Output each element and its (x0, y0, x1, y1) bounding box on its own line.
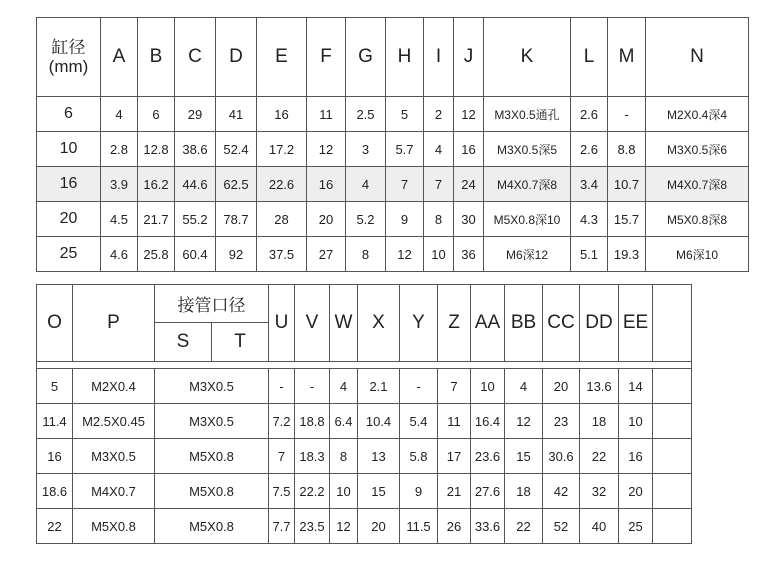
table-cell: 10.4 (358, 404, 400, 439)
table-cell: 5.1 (571, 237, 608, 272)
table-row (37, 509, 692, 544)
table-cell-blank (653, 474, 692, 509)
column-header: U (269, 285, 295, 362)
column-header: V (295, 285, 330, 362)
table-cell: 6.4 (330, 404, 358, 439)
table-cell: 17 (438, 439, 471, 474)
table-cell: 78.7 (216, 202, 257, 237)
table-cell: 15 (358, 474, 400, 509)
table-cell-blank (653, 509, 692, 544)
column-header-o: O (37, 285, 73, 362)
table-cell: 18.8 (295, 404, 330, 439)
table-cell: 4.6 (101, 237, 138, 272)
table-row (37, 369, 692, 404)
table-cell: 30.6 (543, 439, 580, 474)
table-cell: 5 (386, 97, 424, 132)
table-cell: 11.4 (37, 404, 73, 439)
port-size-header: 接管口径 (155, 285, 269, 323)
table-cell: 2.5 (346, 97, 386, 132)
table-cell: 21 (438, 474, 471, 509)
table-cell: 33.6 (471, 509, 505, 544)
table-cell: 7.7 (269, 509, 295, 544)
table-cell: M3X0.5深5 (484, 132, 571, 167)
table-cell: 2.8 (101, 132, 138, 167)
spacer-cell (37, 362, 692, 369)
table-cell: 5.4 (400, 404, 438, 439)
table-cell: M3X0.5深6 (646, 132, 749, 167)
table-cell: 22.6 (257, 167, 307, 202)
column-header: BB (505, 285, 543, 362)
table-cell: M5X0.8 (155, 474, 269, 509)
table-cell: 14 (619, 369, 653, 404)
table-cell: - (608, 97, 646, 132)
table-cell: 10 (424, 237, 454, 272)
table-cell: M6深10 (646, 237, 749, 272)
column-header-t: T (212, 323, 269, 362)
table-cell: 55.2 (175, 202, 216, 237)
column-header: Z (438, 285, 471, 362)
table-cell: 16 (257, 97, 307, 132)
table-cell: 16 (307, 167, 346, 202)
table-cell: 17.2 (257, 132, 307, 167)
table-cell: 18.3 (295, 439, 330, 474)
column-header: CC (543, 285, 580, 362)
table-cell: - (295, 369, 330, 404)
column-header: EE (619, 285, 653, 362)
table-cell: 22.2 (295, 474, 330, 509)
table-cell: 16.2 (138, 167, 175, 202)
column-header: DD (580, 285, 619, 362)
table-cell: M2X0.4深4 (646, 97, 749, 132)
table-cell: M5X0.8 (155, 439, 269, 474)
table-row (37, 132, 749, 167)
column-header: E (257, 18, 307, 97)
table-cell: 7.2 (269, 404, 295, 439)
table-cell: M5X0.8 (73, 509, 155, 544)
table-header-row (37, 18, 749, 97)
table-cell: 20 (307, 202, 346, 237)
table-cell: 22 (580, 439, 619, 474)
table-cell: - (269, 369, 295, 404)
table-cell: 7 (269, 439, 295, 474)
table-cell: M2X0.4 (73, 369, 155, 404)
table-cell: 22 (37, 509, 73, 544)
column-header: B (138, 18, 175, 97)
table-cell: 16 (454, 132, 484, 167)
table-cell: 7.5 (269, 474, 295, 509)
table-cell: 20 (358, 509, 400, 544)
table-cell: 30 (454, 202, 484, 237)
table-cell: 15.7 (608, 202, 646, 237)
table-cell: 27 (307, 237, 346, 272)
table-cell: M4X0.7 (73, 474, 155, 509)
table-row (37, 237, 749, 272)
table-cell: 23.6 (471, 439, 505, 474)
table-cell: - (400, 369, 438, 404)
table-row (37, 167, 749, 202)
table-cell-blank (653, 439, 692, 474)
bore-cell: 16 (37, 167, 101, 202)
table-cell: 23.5 (295, 509, 330, 544)
table-cell: M5X0.8深8 (646, 202, 749, 237)
bore-header-unit: (mm) (48, 57, 89, 76)
column-header-p: P (73, 285, 155, 362)
table-cell: 7 (424, 167, 454, 202)
table-cell: 12 (330, 509, 358, 544)
table-row (37, 97, 749, 132)
table-cell: 4.5 (101, 202, 138, 237)
table-cell: 4 (424, 132, 454, 167)
column-header: X (358, 285, 400, 362)
table-cell: 5.8 (400, 439, 438, 474)
table-cell: 7 (438, 369, 471, 404)
table-cell: 11 (307, 97, 346, 132)
table-cell: 20 (543, 369, 580, 404)
table-cell: 42 (543, 474, 580, 509)
table-cell: 2 (424, 97, 454, 132)
table-cell: 11 (438, 404, 471, 439)
table-cell: 12 (505, 404, 543, 439)
table-cell: 16 (619, 439, 653, 474)
table-cell: 7 (386, 167, 424, 202)
table-row (37, 439, 692, 474)
table-cell: 4.3 (571, 202, 608, 237)
table-cell: 4 (346, 167, 386, 202)
table-cell: 24 (454, 167, 484, 202)
table-cell: 3 (346, 132, 386, 167)
table-cell: 13.6 (580, 369, 619, 404)
table-cell: 4 (330, 369, 358, 404)
table-cell: 28 (257, 202, 307, 237)
table-cell: M5X0.8深10 (484, 202, 571, 237)
table-cell: 36 (454, 237, 484, 272)
table-cell: 38.6 (175, 132, 216, 167)
table-cell: M5X0.8 (155, 509, 269, 544)
table-cell: M4X0.7深8 (646, 167, 749, 202)
table-cell: 12 (386, 237, 424, 272)
column-header: F (307, 18, 346, 97)
table-cell: 10 (619, 404, 653, 439)
table-cell: 41 (216, 97, 257, 132)
bore-header (37, 18, 101, 97)
column-header-blank (653, 285, 692, 362)
table-cell: 29 (175, 97, 216, 132)
table-cell: 3.9 (101, 167, 138, 202)
bore-cell: 6 (37, 97, 101, 132)
table-cell: M3X0.5 (155, 404, 269, 439)
table-cell: M4X0.7深8 (484, 167, 571, 202)
table-cell: M2.5X0.45 (73, 404, 155, 439)
table-cell: 25 (619, 509, 653, 544)
table-cell: 21.7 (138, 202, 175, 237)
spacer-row (37, 362, 692, 369)
table-cell: 18.6 (37, 474, 73, 509)
table-cell: M3X0.5通孔 (484, 97, 571, 132)
table-cell: 6 (138, 97, 175, 132)
column-header: I (424, 18, 454, 97)
table-cell: 8 (424, 202, 454, 237)
bore-cell: 25 (37, 237, 101, 272)
column-header-s: S (155, 323, 212, 362)
column-header: D (216, 18, 257, 97)
table-cell: 40 (580, 509, 619, 544)
table-cell: M3X0.5 (155, 369, 269, 404)
column-header: C (175, 18, 216, 97)
table-row (37, 202, 749, 237)
table-cell: 15 (505, 439, 543, 474)
dimension-table-1 (36, 17, 749, 272)
table-cell: 52 (543, 509, 580, 544)
table-cell: 92 (216, 237, 257, 272)
table-cell: 13 (358, 439, 400, 474)
table-cell: 5.7 (386, 132, 424, 167)
table-cell: 60.4 (175, 237, 216, 272)
table-row (37, 474, 692, 509)
table-cell: M3X0.5 (73, 439, 155, 474)
column-header: L (571, 18, 608, 97)
table-cell: 22 (505, 509, 543, 544)
table-cell: 20 (619, 474, 653, 509)
table-cell: 27.6 (471, 474, 505, 509)
column-header: M (608, 18, 646, 97)
table-cell: 32 (580, 474, 619, 509)
table-cell: 12.8 (138, 132, 175, 167)
column-header: K (484, 18, 571, 97)
table-cell: 12 (307, 132, 346, 167)
table-cell: 8 (346, 237, 386, 272)
table-cell: 9 (400, 474, 438, 509)
table-cell: 25.8 (138, 237, 175, 272)
table-cell: 12 (454, 97, 484, 132)
table-cell: 8.8 (608, 132, 646, 167)
table-cell: 10.7 (608, 167, 646, 202)
table-cell: 18 (580, 404, 619, 439)
bore-cell: 20 (37, 202, 101, 237)
table-cell: 23 (543, 404, 580, 439)
table-cell: 4 (505, 369, 543, 404)
table-cell: 18 (505, 474, 543, 509)
table-cell: 5 (37, 369, 73, 404)
table-cell: 3.4 (571, 167, 608, 202)
table-cell: 26 (438, 509, 471, 544)
table-cell: 4 (101, 97, 138, 132)
column-header: W (330, 285, 358, 362)
column-header: G (346, 18, 386, 97)
table-cell: 2.1 (358, 369, 400, 404)
table-cell: 16 (37, 439, 73, 474)
table-cell: 2.6 (571, 97, 608, 132)
table-cell: 10 (330, 474, 358, 509)
table-cell: M6深12 (484, 237, 571, 272)
table-cell: 16.4 (471, 404, 505, 439)
table-cell: 5.2 (346, 202, 386, 237)
table-cell: 11.5 (400, 509, 438, 544)
bore-header-label: 缸径 (51, 38, 86, 57)
column-header: N (646, 18, 749, 97)
table-cell: 62.5 (216, 167, 257, 202)
table-cell: 9 (386, 202, 424, 237)
table-cell: 8 (330, 439, 358, 474)
table-header-row (37, 285, 692, 323)
column-header: AA (471, 285, 505, 362)
bore-cell: 10 (37, 132, 101, 167)
table-cell: 37.5 (257, 237, 307, 272)
dimension-table-2 (36, 284, 692, 544)
table-cell-blank (653, 404, 692, 439)
table-cell: 44.6 (175, 167, 216, 202)
table-cell: 2.6 (571, 132, 608, 167)
table-cell: 10 (471, 369, 505, 404)
column-header: A (101, 18, 138, 97)
column-header: J (454, 18, 484, 97)
column-header: H (386, 18, 424, 97)
table-cell: 52.4 (216, 132, 257, 167)
column-header: Y (400, 285, 438, 362)
table-cell-blank (653, 369, 692, 404)
table-cell: 19.3 (608, 237, 646, 272)
table-row (37, 404, 692, 439)
